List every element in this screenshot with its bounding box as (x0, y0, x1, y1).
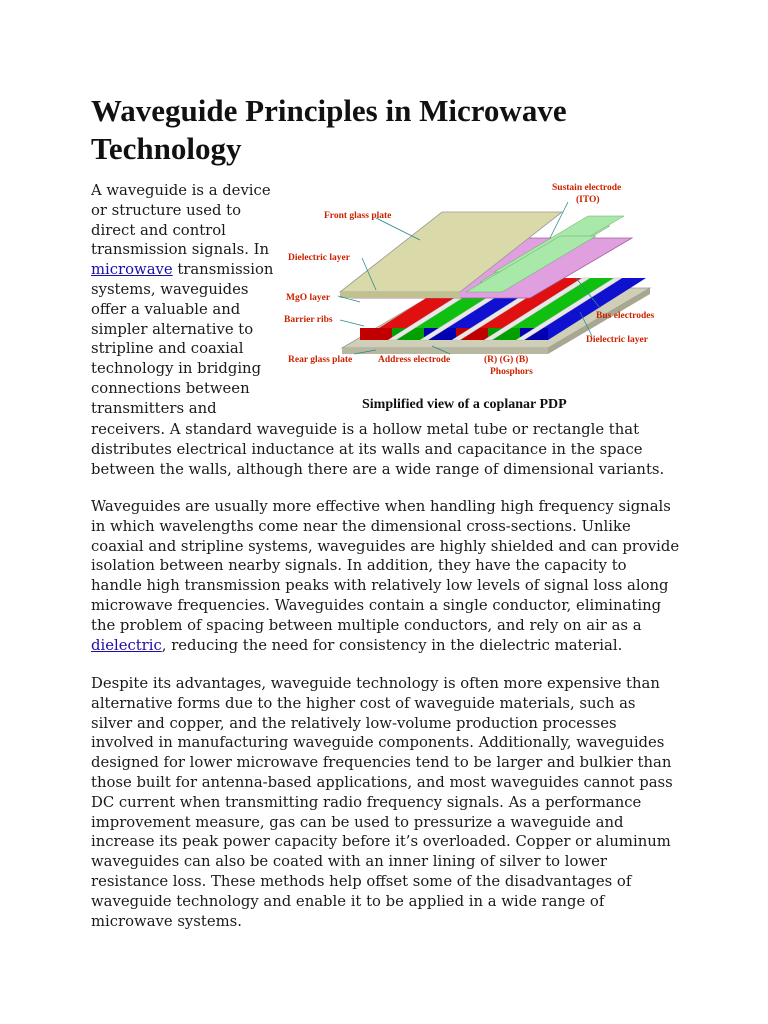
intro-line: stripline and coaxial (91, 340, 244, 358)
intro-paragraph-wrapped (91, 181, 281, 419)
rear-glass-plate-edge (342, 348, 548, 354)
front-glass-plate-edge (340, 292, 460, 298)
label-dielectric-bottom: Dielectric layer (586, 335, 648, 345)
intro-line: transmission (172, 261, 274, 279)
paragraph-2-text-end: , reducing the need for consistency in the dielectric material. (161, 636, 623, 654)
label-phosphors: Phosphors (490, 367, 533, 377)
label-bus-electrodes: Bus electrodes (596, 311, 655, 321)
label-rear-glass: Rear glass plate (288, 355, 353, 365)
label-address-electrode: Address electrode (378, 355, 451, 365)
label-rgb: (R) (G) (B) (484, 355, 529, 365)
intro-line: connections between (91, 379, 250, 397)
intro-line: technology in bridging (91, 360, 262, 378)
microwave-link[interactable]: microwave (91, 261, 173, 279)
intro-line: or structure used to (91, 201, 242, 219)
paragraph-2-text: Waveguides are usually more effective when handling high frequency signals in which wavelengths come near the dimensional cross-sections. Unlike coaxial and stripline systems, waveguides are highly shielded and can provide isolation between nearby signals. In addition, they have the capacity to handle high transmission peaks with relatively low levels of signal loss along microwave frequencies. Waveguides contain a single conductor, eliminating the problem of spacing between multiple conductors, and rely on air as a (91, 498, 680, 634)
paragraph-2 (91, 497, 681, 655)
intro-line: direct and control (91, 221, 226, 239)
paragraph-3: Despite its advantages, waveguide technology is often more expensive than alternative forms due to the higher cost of waveguide materials, such as silver and copper, and the relatively low-volume production processes involved in manufacturing waveguide components. Additionally, waveguides designed for lower microwave frequencies tend to be larger and bulkier than those built for antenna-based applications, and most waveguides cannot pass DC current when transmitting radio frequency signals. As a performance improvement measure, gas can be used to pressurize a waveguide and increase its peak power capacity before it’s overloaded. Copper or aluminum waveguides can also be coated with an inner lining of silver to lower resistance loss. These methods help offset some of the disadvantages of waveguide technology and enable it to be applied in a wide range of microwave systems. (91, 675, 673, 930)
intro-line: offer a valuable and (91, 300, 241, 318)
label-front-glass: Front glass plate (324, 211, 392, 221)
page-title: Waveguide Principles in Microwave Technology (91, 93, 567, 166)
pdp-diagram-figure (280, 178, 680, 418)
pdp-diagram (280, 178, 680, 418)
intro-line: transmission signals. In (91, 241, 270, 259)
intro-line: A waveguide is a device (91, 182, 271, 199)
label-dielectric-top: Dielectric layer (288, 253, 350, 263)
label-mgo: MgO layer (286, 293, 331, 303)
label-barrier-ribs: Barrier ribs (284, 315, 333, 325)
figure-caption: Simplified view of a coplanar PDP (362, 397, 567, 412)
intro-line: transmitters and (91, 399, 217, 417)
intro-line: simpler alternative to (91, 320, 254, 338)
label-ito: (ITO) (576, 195, 600, 205)
intro-paragraph-continued: receivers. A standard waveguide is a hollow metal tube or rectangle that distributes electrical inductance at its walls and capacitance in the space between the walls, although there are a wide range of dimensional variants. (91, 421, 665, 478)
intro-line: systems, waveguides (91, 280, 249, 298)
dielectric-link[interactable]: dielectric (91, 636, 162, 654)
label-sustain-electrode: Sustain electrode (552, 183, 622, 193)
